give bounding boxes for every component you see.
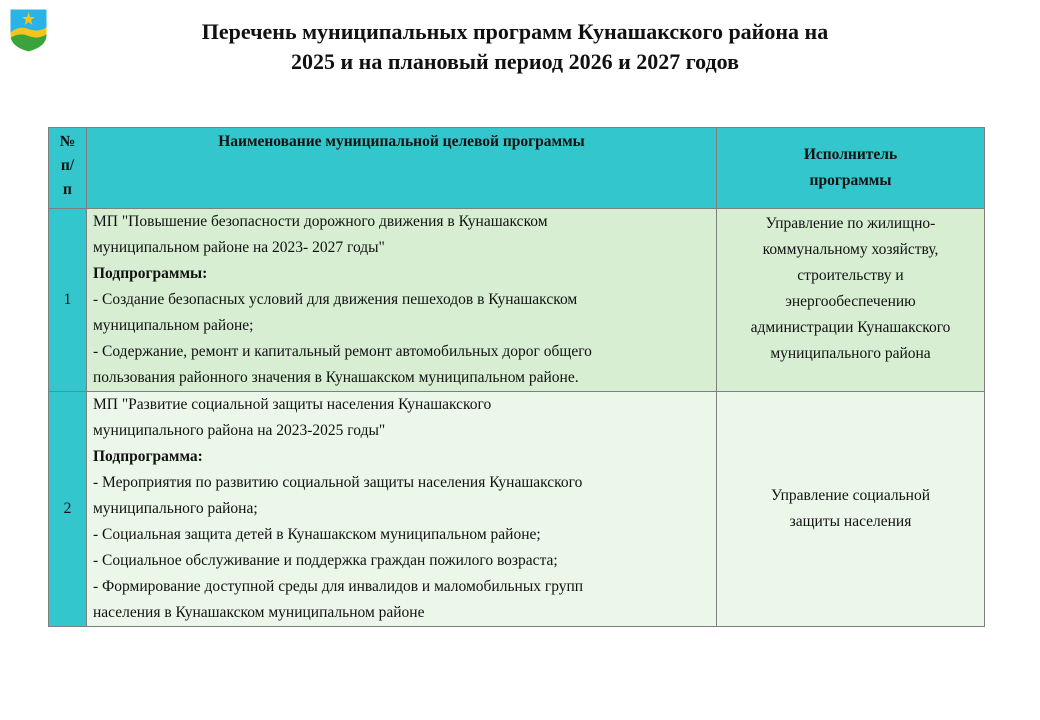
subprogram-item: - Социальное обслуживание и поддержка граждан пожилого возраста; <box>93 552 558 569</box>
subprogram-item: - Создание безопасных условий для движения пешеходов в Кунашакском <box>93 291 578 308</box>
table-header-row <box>49 128 985 209</box>
title-line-1: Перечень муниципальных программ Кунашакского района на <box>201 19 829 44</box>
subprogram-item: муниципальном районе; <box>93 317 254 334</box>
row-number: 1 <box>49 209 87 392</box>
programs-table <box>48 127 985 627</box>
row-number: 2 <box>49 392 87 627</box>
title-line-2: 2025 и на плановый период 2026 и 2027 годов <box>290 49 740 74</box>
subprograms-heading: Подпрограмма: <box>93 448 203 465</box>
program-title: МП "Развитие социальной защиты населения Кунашакского <box>93 396 492 413</box>
program-name-cell <box>87 392 717 627</box>
page-title <box>100 17 930 77</box>
executor-cell: Управление по жилищно- коммунальному хозяйству, строительству и энергообеспечению администрации Кунашакского муниципального района <box>717 209 985 392</box>
subprogram-item: населения в Кунашакском муниципальном районе <box>93 604 425 621</box>
subprogram-item: пользования районного значения в Кунашакском муниципальном районе. <box>93 369 579 386</box>
subprograms-heading: Подпрограммы: <box>93 265 208 282</box>
subprogram-item: - Содержание, ремонт и капитальный ремонт автомобильных дорог общего <box>93 343 592 360</box>
column-header-program-name: Наименование муниципальной целевой программы <box>87 128 717 209</box>
subprogram-item: - Социальная защита детей в Кунашакском муниципальном районе; <box>93 526 541 543</box>
program-name-cell <box>87 209 717 392</box>
table-row <box>49 392 985 627</box>
table-row <box>49 209 985 392</box>
program-title: муниципального района на 2023-2025 годы" <box>93 422 386 439</box>
executor-cell: Управление социальной защиты населения <box>717 392 985 627</box>
subprogram-item: - Мероприятия по развитию социальной защиты населения Кунашакского <box>93 474 583 491</box>
coat-of-arms-icon <box>8 7 49 53</box>
subprogram-item: муниципального района; <box>93 500 258 517</box>
column-header-executor: Исполнитель программы <box>717 128 985 209</box>
column-header-number: № п/ п <box>49 128 87 209</box>
subprogram-item: - Формирование доступной среды для инвалидов и маломобильных групп <box>93 578 584 595</box>
program-title: МП "Повышение безопасности дорожного движения в Кунашакском <box>93 213 548 230</box>
program-title: муниципальном районе на 2023- 2027 годы" <box>93 239 385 256</box>
